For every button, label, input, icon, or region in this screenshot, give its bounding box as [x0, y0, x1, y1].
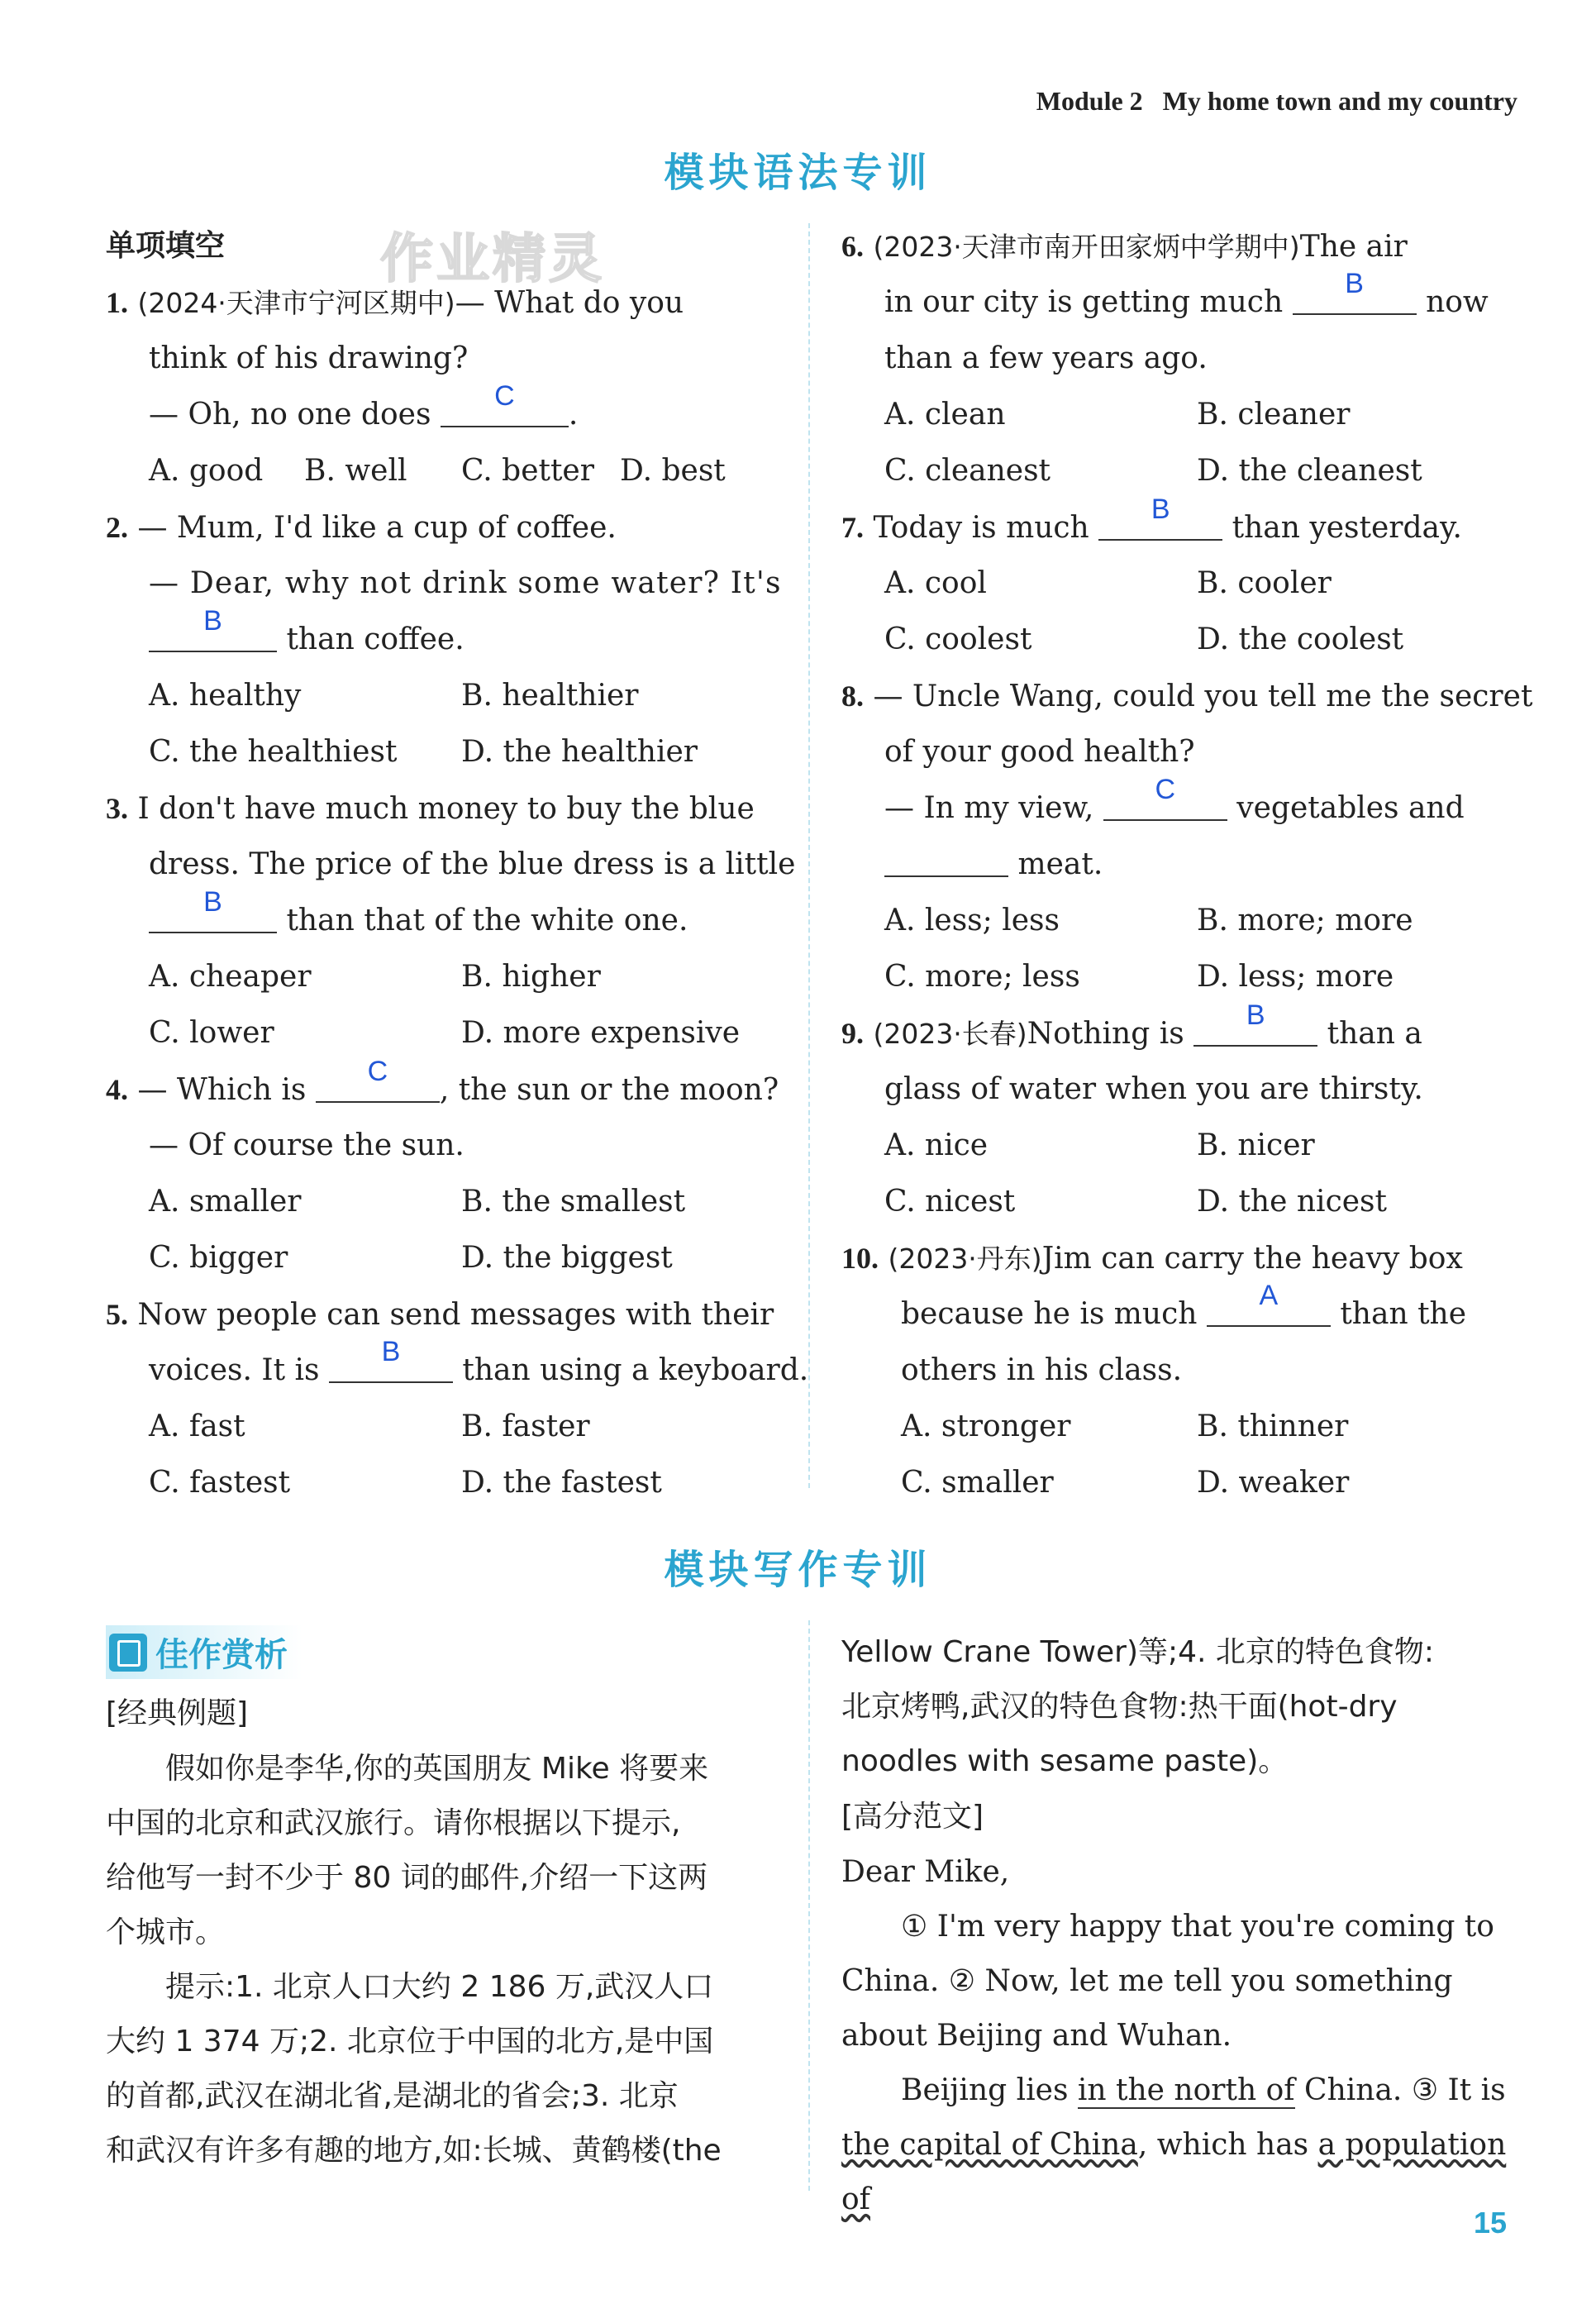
edit-icon — [109, 1634, 147, 1672]
essay-underlined-phrase: in the north of — [1077, 2073, 1295, 2107]
options-row — [841, 1118, 1515, 1174]
question-number: 3. — [106, 792, 128, 825]
column-divider-writing — [808, 1620, 810, 2191]
option-a[interactable]: A. smaller — [149, 1185, 302, 1219]
options-row — [106, 1399, 779, 1455]
option-c[interactable]: C. more; less — [884, 960, 1080, 994]
essay-text: China. ③ It is — [1294, 2073, 1506, 2107]
prompt-line: 个城市。 — [106, 1915, 226, 1949]
question-3 — [106, 780, 779, 837]
option-d[interactable]: D. the coolest — [1197, 623, 1404, 656]
badge-label: 佳作赏析 — [155, 1636, 288, 1674]
answer-blank[interactable] — [1207, 1280, 1331, 1327]
question-text-line — [106, 380, 779, 443]
example-label: [经典例题] — [106, 1696, 249, 1730]
essay-line: ① I'm very happy that you're coming to — [901, 1910, 1494, 1944]
watermark: 作业精灵 — [380, 229, 605, 290]
option-c[interactable]: C. cleanest — [884, 454, 1051, 488]
option-d[interactable]: D. the cleanest — [1197, 454, 1422, 488]
option-b[interactable]: B. more; more — [1197, 904, 1413, 937]
prompt-line: 给他写一封不少于 80 词的邮件,介绍一下这两 — [106, 1861, 708, 1895]
option-a[interactable]: A. less; less — [884, 904, 1060, 937]
answer-mark: B — [1151, 494, 1170, 525]
answer-mark: C — [367, 1056, 388, 1087]
option-c[interactable]: C. smaller — [901, 1466, 1054, 1500]
writing-right-column — [841, 1625, 1515, 2227]
option-a[interactable]: A. healthy — [149, 679, 302, 713]
options-row — [106, 1005, 779, 1061]
option-c[interactable]: C. nicest — [884, 1185, 1016, 1219]
question-number: 6. — [841, 230, 864, 263]
question-text-line: think of his drawing? — [149, 341, 469, 375]
question-text: than a — [1327, 1017, 1422, 1051]
model-label: [高分范文] — [841, 1800, 984, 1834]
prompt-continuation — [841, 1625, 1515, 1789]
question-10 — [841, 1230, 1515, 1286]
option-d[interactable]: D. best — [620, 454, 726, 488]
question-number: 5. — [106, 1298, 128, 1331]
question-source: (2024·天津市宁河区期中) — [137, 287, 455, 319]
grammar-left-column — [106, 218, 809, 1511]
option-c[interactable]: C. the healthiest — [149, 735, 398, 769]
question-text: because he is much — [901, 1297, 1198, 1331]
option-b[interactable]: B. the smallest — [461, 1185, 686, 1219]
question-text: , the sun or the moon? — [439, 1073, 779, 1107]
answer-blank[interactable] — [1098, 494, 1222, 541]
question-text-line — [841, 268, 1515, 331]
option-d[interactable]: D. weaker — [1197, 1466, 1350, 1500]
answer-blank[interactable] — [1293, 268, 1417, 315]
answer-mark: B — [203, 605, 222, 637]
question-number: 10. — [841, 1242, 879, 1275]
options-row — [841, 893, 1515, 949]
option-a[interactable]: A. clean — [884, 398, 1006, 432]
prompt-line: 假如你是李华,你的英国朋友 Mike 将要来 — [165, 1752, 709, 1786]
question-text-line — [106, 1336, 809, 1399]
essay-wavy-phrase: the capital of China — [841, 2128, 1138, 2162]
option-c[interactable]: C. fastest — [149, 1466, 291, 1500]
option-b[interactable]: B. healthier — [461, 679, 639, 713]
prompt-line: 提示:1. 北京人口大约 2 186 万,武汉人口 — [165, 1970, 714, 2004]
option-c[interactable]: C. coolest — [884, 623, 1032, 656]
answer-mark: A — [1259, 1280, 1279, 1311]
model-essay — [841, 1845, 1515, 2227]
grammar-right-column — [841, 218, 1533, 1511]
answer-blank[interactable] — [316, 1056, 440, 1103]
answer-mark: C — [494, 380, 515, 412]
question-text-line: of your good health? — [884, 735, 1195, 769]
options-row — [106, 443, 779, 499]
option-b[interactable]: B. well — [304, 454, 407, 488]
option-b[interactable]: B. higher — [461, 960, 601, 994]
answer-blank[interactable] — [1103, 774, 1227, 821]
options-row — [106, 1455, 779, 1511]
answer-blank[interactable] — [149, 605, 277, 652]
question-4 — [106, 1056, 779, 1118]
question-text-line — [841, 837, 1515, 893]
essay-wavy-phrase: a population of — [841, 2128, 1507, 2216]
question-text-line — [841, 774, 1515, 837]
page-number: 15 — [1473, 2206, 1507, 2240]
option-d[interactable]: D. the biggest — [461, 1241, 673, 1275]
question-text: meat. — [1017, 847, 1103, 881]
question-text: than yesterday. — [1232, 511, 1462, 545]
answer-mark: B — [1345, 268, 1364, 299]
option-d[interactable]: D. the nicest — [1197, 1185, 1387, 1219]
question-text: now — [1426, 285, 1489, 319]
option-a[interactable]: A. nice — [884, 1128, 989, 1162]
options-row — [841, 612, 1515, 668]
prompt-line: 中国的北京和武汉旅行。请你根据以下提示, — [106, 1806, 681, 1840]
question-text: vegetables and — [1236, 791, 1465, 825]
options-row — [841, 556, 1515, 612]
question-source: (2023·丹东) — [888, 1243, 1042, 1275]
essay-greeting: Dear Mike, — [841, 1855, 1010, 1889]
question-text: than coffee. — [286, 623, 465, 656]
question-text: voices. It is — [149, 1353, 320, 1387]
question-text-line: — Of course the sun. — [149, 1128, 465, 1162]
option-d[interactable]: D. the fastest — [461, 1466, 662, 1500]
option-a[interactable]: A. cheaper — [149, 960, 312, 994]
options-row — [841, 1174, 1515, 1230]
answer-blank[interactable] — [1193, 999, 1317, 1047]
question-number: 8. — [841, 680, 864, 713]
options-row — [106, 1174, 779, 1230]
options-row — [841, 387, 1515, 443]
option-a[interactable]: A. fast — [149, 1410, 245, 1443]
options-row — [106, 949, 779, 1005]
badge-excellent-works — [106, 1625, 303, 1679]
prompt-line: 北京烤鸭,武汉的特色食物:热干面(hot-dry — [841, 1690, 1398, 1724]
question-9 — [841, 999, 1515, 1061]
prompt-line: 的首都,武汉在湖北省,是湖北的省会;3. 北京 — [106, 2079, 679, 2113]
section-heading: 单项填空 — [106, 229, 226, 263]
question-number: 2. — [106, 511, 128, 544]
question-8 — [841, 668, 1533, 724]
question-source: (2023·长春) — [873, 1018, 1027, 1050]
answer-blank-2[interactable] — [884, 846, 1008, 877]
question-number: 9. — [841, 1017, 864, 1050]
option-b[interactable]: B. thinner — [1197, 1410, 1349, 1443]
option-c[interactable]: C. better — [461, 454, 594, 488]
question-text-line — [106, 886, 779, 949]
question-text: — What do you — [455, 286, 684, 320]
question-text: than the — [1340, 1297, 1467, 1331]
answer-mark: B — [381, 1336, 401, 1367]
options-row — [841, 1455, 1515, 1511]
prompt-line: 和武汉有许多有趣的地方,如:长城、黄鹤楼(the — [106, 2134, 722, 2168]
question-text-line — [106, 605, 779, 668]
answer-mark: C — [1155, 774, 1176, 805]
question-2 — [106, 499, 779, 556]
module-title: My home town and my country — [1162, 86, 1517, 116]
writing-left-column — [106, 1625, 779, 2178]
option-a[interactable]: A. good — [149, 454, 264, 488]
essay-line — [841, 2118, 1515, 2227]
writing-section-title: 模块写作专训 — [664, 1547, 932, 1593]
question-text: in our city is getting much — [884, 285, 1284, 319]
question-text: — Uncle Wang, could you tell me the secret — [873, 680, 1533, 713]
option-b[interactable]: B. faster — [461, 1410, 590, 1443]
answer-mark: B — [203, 886, 222, 918]
question-text-line: glass of water when you are thirsty. — [884, 1072, 1423, 1106]
writing-prompt — [106, 1742, 779, 2178]
options-row — [106, 1230, 779, 1286]
answer-blank[interactable] — [329, 1336, 453, 1383]
answer-mark: B — [1246, 999, 1265, 1031]
answer-blank[interactable] — [441, 380, 569, 427]
question-text-line: dress. The price of the blue dress is a little — [149, 847, 796, 881]
essay-line: China. ② Now, let me tell you something — [841, 1964, 1453, 1998]
options-row — [841, 949, 1515, 1005]
question-text: than that of the white one. — [286, 904, 688, 937]
question-text: Today is much — [873, 511, 1089, 545]
options-row — [841, 1399, 1515, 1455]
essay-text: , which has — [1137, 2128, 1318, 2162]
option-b[interactable]: B. cooler — [1197, 566, 1332, 600]
question-source: (2023·天津市南开田家炳中学期中) — [873, 231, 1300, 263]
prompt-line: 大约 1 374 万;2. 北京位于中国的北方,是中国 — [106, 2025, 714, 2058]
question-text: I don't have much money to buy the blue — [137, 792, 755, 826]
question-text: — Which is — [137, 1073, 307, 1107]
option-d[interactable]: D. less; more — [1197, 960, 1394, 994]
answer-blank[interactable] — [149, 886, 277, 933]
module-label: Module 2 — [1036, 86, 1143, 116]
question-number: 1. — [106, 286, 128, 319]
option-a[interactable]: A. cool — [884, 566, 987, 600]
essay-line: about Beijing and Wuhan. — [841, 2019, 1232, 2053]
question-number: 4. — [106, 1073, 128, 1106]
question-text-line: than a few years ago. — [884, 341, 1208, 375]
options-row — [106, 724, 779, 780]
question-text: . — [568, 398, 579, 432]
question-7 — [841, 494, 1515, 556]
option-d[interactable]: D. more expensive — [461, 1016, 741, 1050]
question-text: Nothing is — [1027, 1017, 1184, 1051]
grammar-section-title: 模块语法专训 — [664, 150, 932, 196]
question-text: The air — [1299, 230, 1408, 264]
question-text-line: others in his class. — [901, 1353, 1183, 1387]
question-text: — Oh, no one does — [149, 398, 431, 432]
option-b[interactable]: B. nicer — [1197, 1128, 1315, 1162]
option-c[interactable]: C. bigger — [149, 1241, 288, 1275]
question-text-line — [841, 1280, 1515, 1343]
option-c[interactable]: C. lower — [149, 1016, 274, 1050]
option-b[interactable]: B. cleaner — [1197, 398, 1351, 432]
question-text: than using a keyboard. — [462, 1353, 809, 1387]
question-text: — In my view, — [884, 791, 1094, 825]
options-row — [106, 668, 779, 724]
prompt-line: noodles with sesame paste)。 — [841, 1744, 1289, 1778]
question-text: — Mum, I'd like a cup of coffee. — [137, 511, 617, 545]
option-d[interactable]: D. the healthier — [461, 735, 698, 769]
essay-text: Beijing lies — [901, 2073, 1078, 2107]
question-text: — Dear, why not drink some water? It's — [149, 566, 782, 600]
option-a[interactable]: A. stronger — [901, 1410, 1071, 1443]
essay-line — [841, 2063, 1515, 2118]
question-text: Jim can carry the heavy box — [1041, 1242, 1463, 1276]
question-number: 7. — [841, 511, 864, 544]
column-divider — [808, 223, 810, 1488]
running-header — [1036, 86, 1517, 117]
question-1 — [106, 274, 779, 331]
question-text: Now people can send messages with their — [137, 1298, 774, 1332]
prompt-line: Yellow Crane Tower)等;4. 北京的特色食物: — [841, 1635, 1435, 1669]
